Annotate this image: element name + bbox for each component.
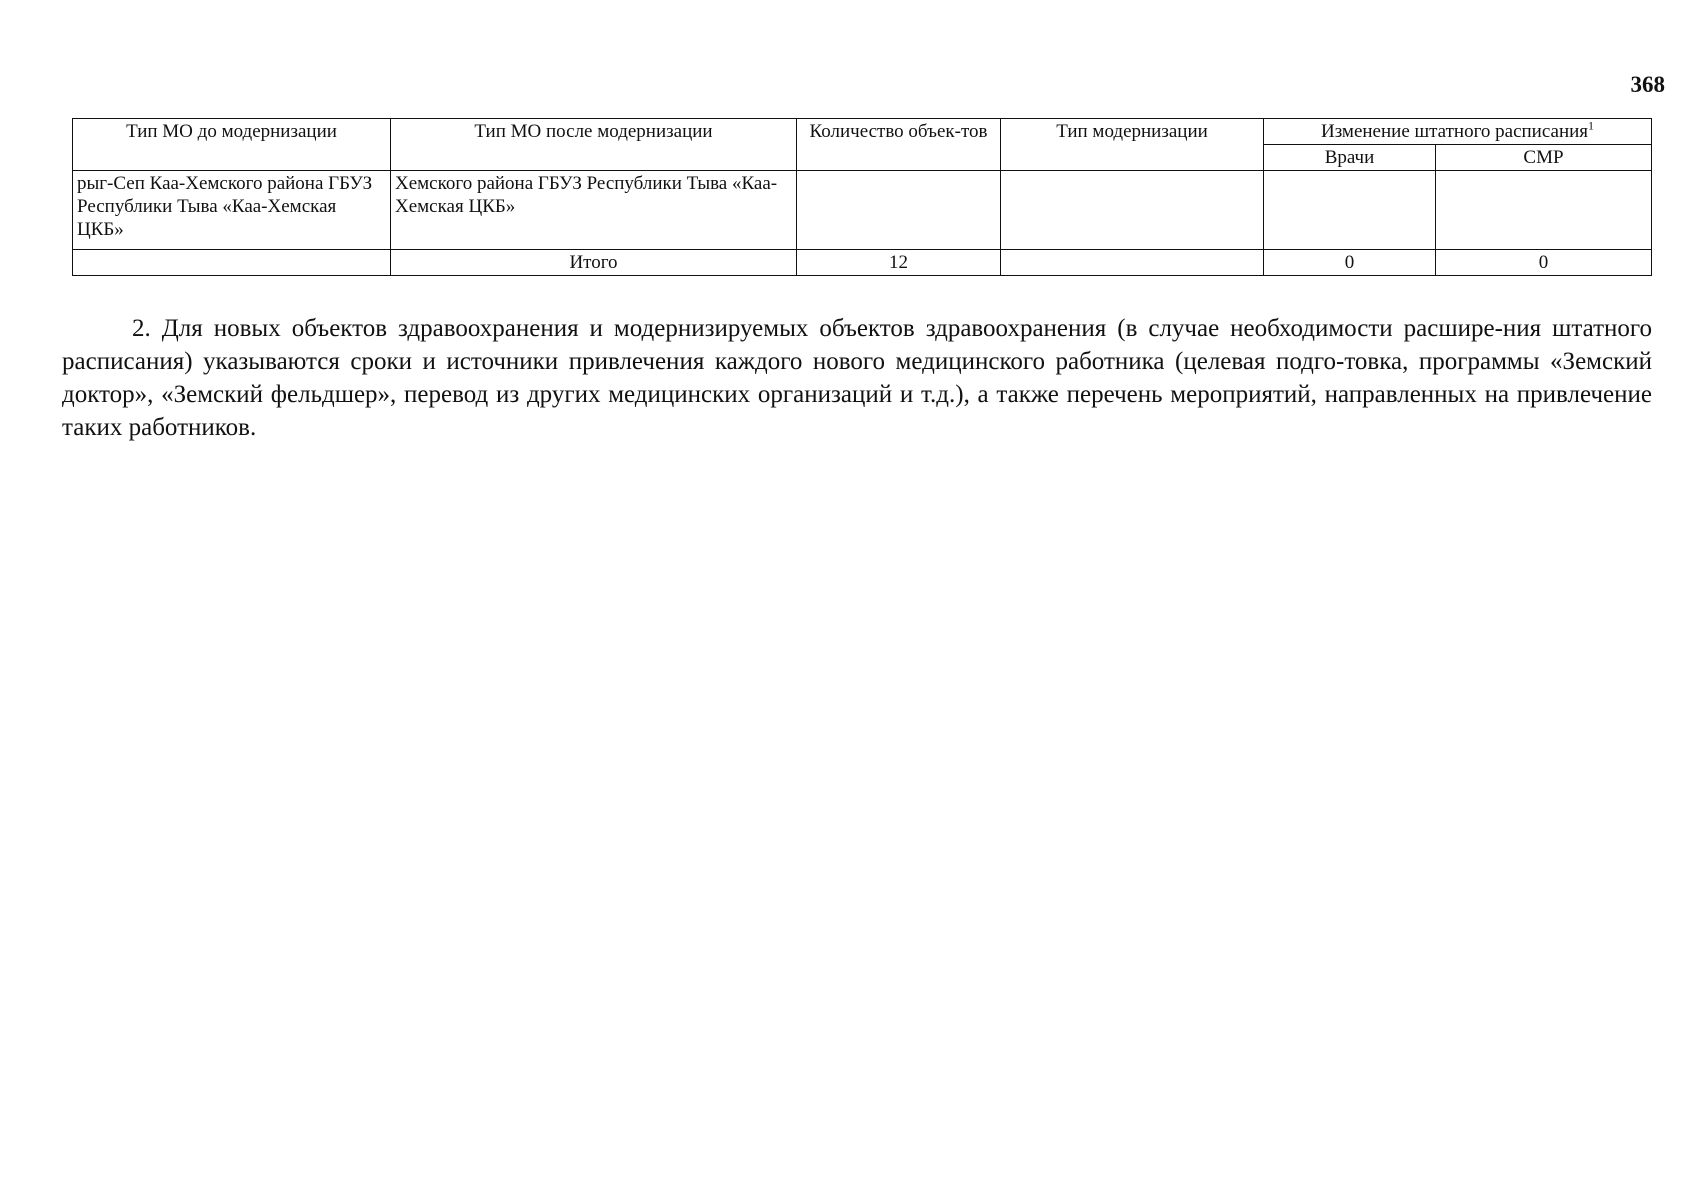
header-count: Количество объек-тов (797, 119, 1001, 171)
table-header-row (73, 119, 1652, 145)
cell-total-smr: 0 (1436, 250, 1652, 276)
modernization-table (72, 118, 1652, 276)
cell-total-doctors: 0 (1264, 250, 1436, 276)
cell-doctors (1264, 171, 1436, 250)
header-modernization-type: Тип модернизации (1001, 119, 1264, 171)
header-type-after: Тип МО после модернизации (391, 119, 797, 171)
header-staff-change-label: Изменение штатного расписания (1320, 121, 1589, 142)
header-doctors: Врачи (1264, 145, 1436, 171)
cell-count (797, 171, 1001, 250)
body-paragraph: 2. Для новых объектов здравоохранения и модернизируемых объектов здравоохранения (в случае необходимости расшире-ния штатного расписания) указываются сроки и источники привлечения каждого нового медицинского работника (целевая подго-товка, программы «Земский доктор», «Земский фельдшер», перевод из других медицинских организаций и т.д.), а также перечень мероприятий, направленных на привлечение таких работников. (62, 315, 1652, 441)
header-staff-change (1264, 119, 1652, 145)
table-total-row (73, 250, 1652, 276)
cell-smr (1436, 171, 1652, 250)
cell-total-count: 12 (797, 250, 1001, 276)
header-smr: СМР (1436, 145, 1652, 171)
footnote-marker: 1 (1588, 118, 1595, 133)
cell-total-empty (73, 250, 391, 276)
table-row (73, 171, 1652, 250)
page-number: 368 (1630, 72, 1665, 97)
cell-total-modernization-type (1001, 250, 1264, 276)
cell-type-after: Хемского района ГБУЗ Республики Тыва «Каа-Хемская ЦКБ» (391, 171, 797, 250)
cell-total-label: Итого (391, 250, 797, 276)
header-type-before: Тип МО до модернизации (73, 119, 391, 171)
cell-type-before: рыг-Сеп Каа-Хемского района ГБУЗ Республики Тыва «Каа-Хемская ЦКБ» (73, 171, 391, 250)
cell-modernization-type (1001, 171, 1264, 250)
